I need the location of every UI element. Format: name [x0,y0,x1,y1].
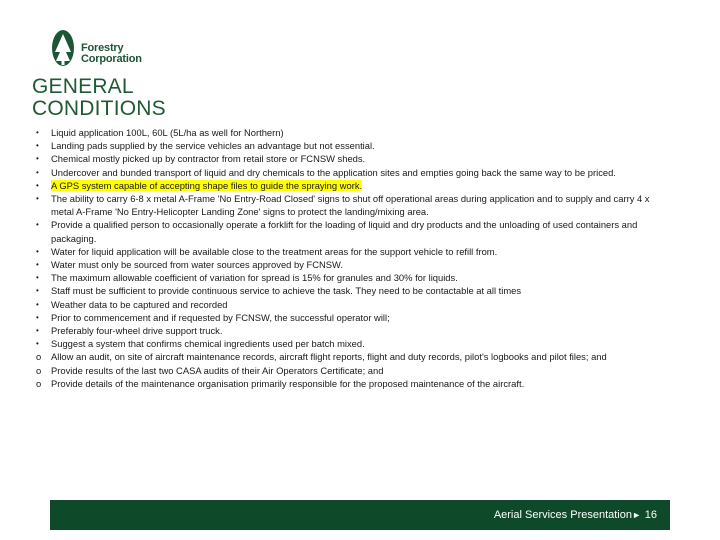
bullet-marker: • [36,326,39,336]
list-item-text: Landing pads supplied by the service vehicles an advantage but not essential. [51,140,375,152]
list-item [36,350,672,363]
list-item [36,139,672,152]
bullet-marker: • [36,246,39,256]
list-item [36,271,672,284]
list-item-text: Liquid application 100L, 60L (5L/ha as well for Northern) [51,127,284,138]
list-item-text: Weather data to be captured and recorded [51,298,228,310]
list-item-text: Water must only be sourced from water sources approved by FCNSW. [51,259,343,271]
footer-bar [50,500,670,530]
logo-line-2: Corporation [81,53,142,65]
highlighted-item-text: A GPS system capable of accepting shape files to guide the spraying work. [51,179,363,191]
list-item [36,324,672,337]
list-item [36,179,672,192]
list-item [36,126,672,139]
sub-bullet-marker: o [36,351,42,363]
list-item-text: Chemical mostly picked up by contractor from retail store or FCNSW sheds. [51,153,366,165]
bullet-marker: • [36,194,39,204]
list-item-text: Staff must be sufficient to provide continuous service to achieve the task. They need to be contactable at all times [51,285,522,297]
list-item-text: Provide details of the maintenance organisation primarily responsible for the proposed maintenance of the aircraft. [51,377,525,389]
list-item [36,364,672,377]
bullet-marker: • [36,299,39,309]
list-item [36,311,672,324]
list-item-text: The maximum allowable coefficient of variation for spread is 15% for granules and 30% for liquids. [51,272,458,284]
list-item [36,218,672,244]
list-item [36,152,672,165]
sub-bullet-marker: o [36,377,42,389]
list-item-text: Prior to commencement and if requested by FCNSW, the successful operator will; [51,311,390,323]
list-item-text: Undercover and bunded transport of liquid and dry chemicals to the application sites and empties going back the same way to be priced. [51,166,616,178]
page-number: 16 [644,509,657,521]
arrow-icon: ► [632,510,641,520]
list-item [36,284,672,297]
list-item-text: Provide a qualified person to occasionally operate a forklift for the loading of liquid and dry products and the unloading of used containers and packaging. [51,219,638,244]
list-item [36,192,672,218]
bullet-marker: • [36,154,39,164]
bullet-marker: • [36,128,39,137]
sub-bullet-marker: o [36,364,42,376]
list-item-text: Suggest a system that confirms chemical ingredients used per batch mixed. [51,338,365,350]
bullet-marker: • [36,312,39,322]
page-title [32,76,232,120]
list-item [36,337,672,350]
bullet-marker: • [36,220,39,230]
bullet-marker: • [36,286,39,296]
list-item-text: Provide results of the last two CASA audits of their Air Operators Certificate; and [51,364,384,376]
list-item-text: The ability to carry 6-8 x metal A-Frame 'No Entry-Road Closed' signs to shut off operational areas during application and to supply and carry 4 x metal A-Frame 'No Entry-Helicopter Landing Zone' signs to protect the landing/mixing area. [51,193,650,218]
list-item-text: Water for liquid application will be available close to the treatment areas for the support vehicle to refill from. [51,245,498,257]
list-item [36,377,672,390]
logo-line-1: Forestry [81,42,124,54]
bullet-marker: • [36,260,39,270]
bullet-marker: • [36,273,39,283]
tree-icon [50,28,82,68]
list-item [36,245,672,258]
list-item-text: Allow an audit, on site of aircraft maintenance records, aircraft flight reports, flight and duty records, pilot's logbooks and pilot files; and [51,351,607,363]
list-item [36,258,672,271]
list-item [36,166,672,179]
bullet-marker: • [36,339,39,349]
bullet-marker: • [36,180,39,190]
forestry-corporation-logo [50,28,150,68]
list-item-text: Preferably four-wheel drive support truck. [51,325,223,337]
bullet-marker: • [36,141,39,151]
title-line-2: CONDITIONS [32,97,166,120]
conditions-list [36,126,672,390]
bullet-marker: • [36,167,39,177]
footer-label: Aerial Services Presentation [493,509,632,521]
title-line-1: GENERAL [32,75,134,98]
logo-wordmark [81,43,142,65]
list-item [36,298,672,311]
